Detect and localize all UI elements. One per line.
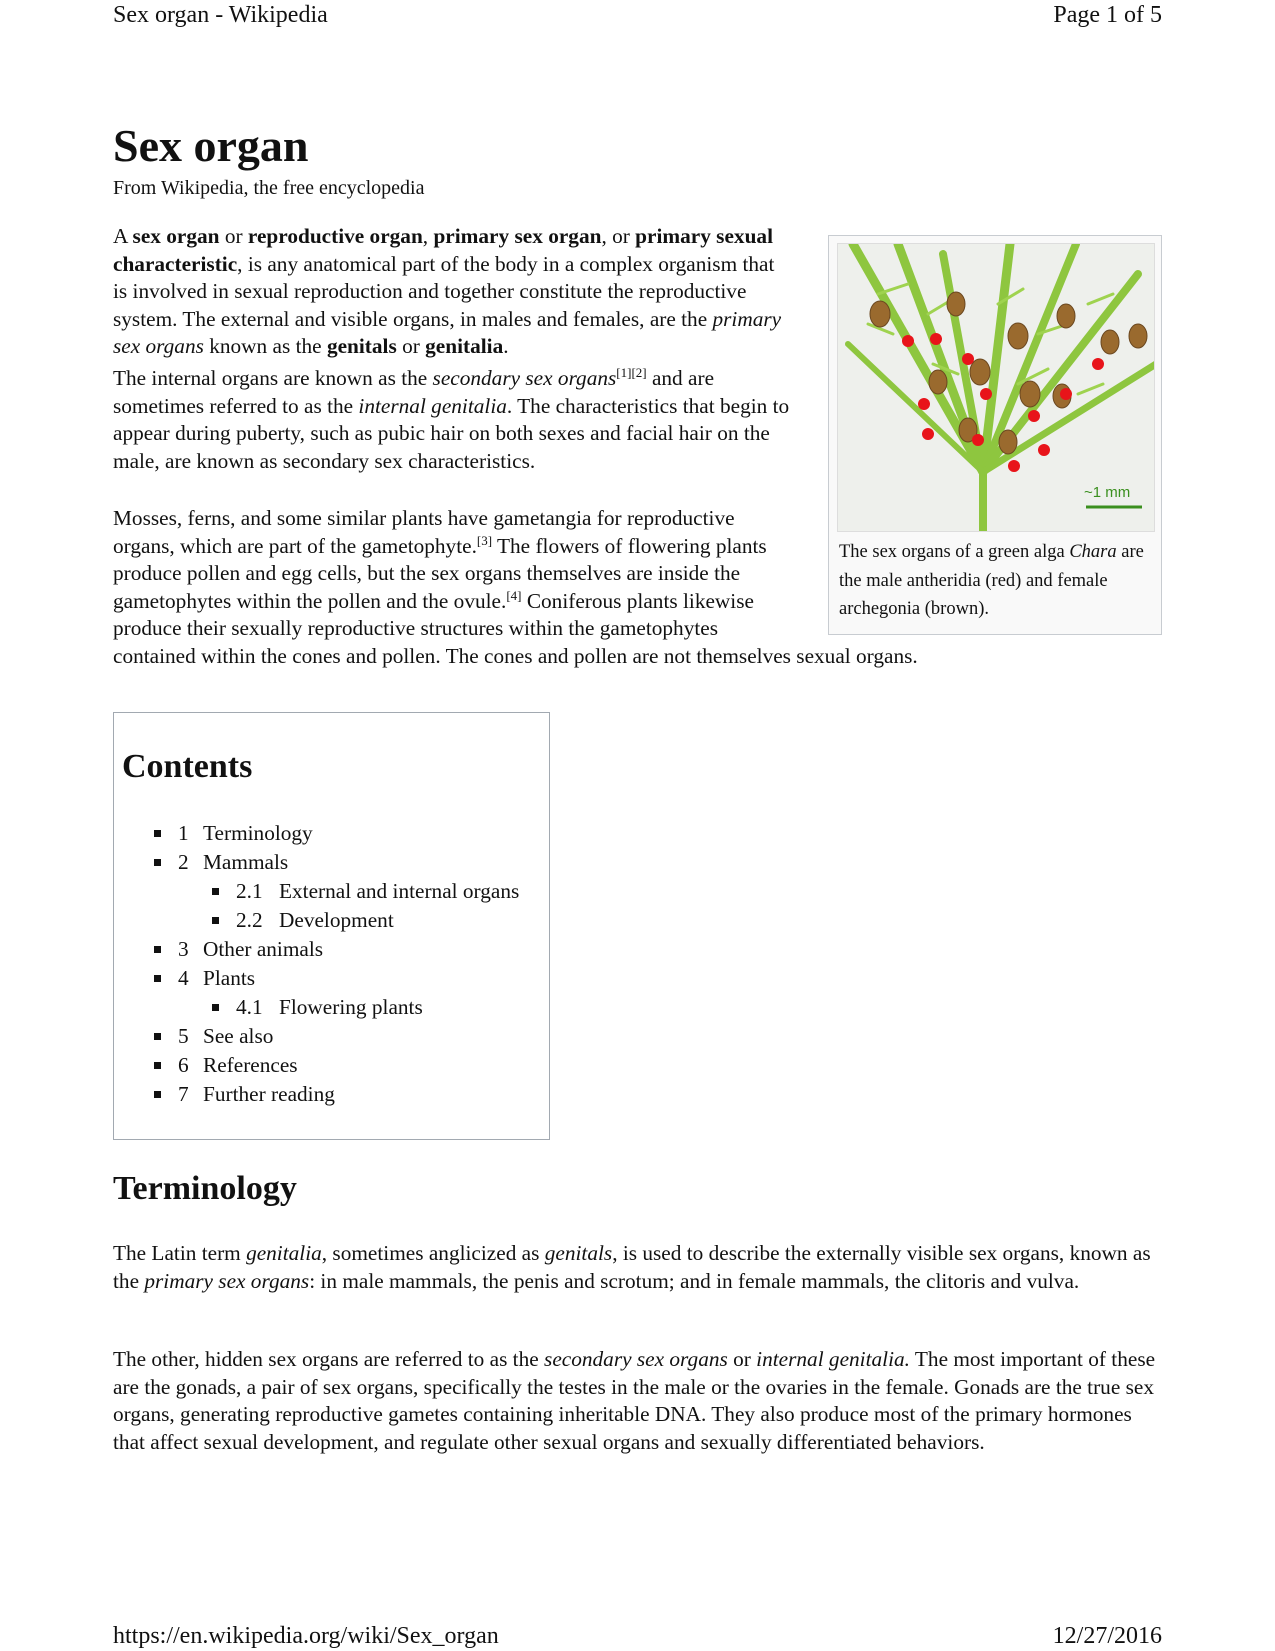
image-thumbnail-box <box>828 235 1162 635</box>
toc-bullet <box>154 1062 161 1069</box>
terminology-paragraph-1: The Latin term genitalia, sometimes anglicized as genitals, is used to describe the externally visible sex organs, known as the primary sex organs: in male mammals, the penis and scrotum; and in female mammals, the clitoris and vulva. <box>113 1241 1151 1293</box>
chara-alga-image[interactable] <box>837 243 1155 532</box>
print-footer-url: https://en.wikipedia.org/wiki/Sex_organ <box>113 1623 499 1649</box>
image-caption: The sex organs of a green alga Chara are the male antheridia (red) and female archegonia (brown). <box>839 542 1144 619</box>
page-title: Sex organ <box>113 120 309 171</box>
toc-bullet <box>154 830 161 837</box>
terminology-paragraph-2: The other, hidden sex organs are referred to as the secondary sex organs or internal genitalia. The most important of these are the gonads, a pair of sex organs, specifically the testes in the male or the ovaries in the female. Gonads are the true sex organs, generating reproductive gametes containing inheritable DNA. They also produce most of the primary hormones that affect sexual development, and regulate other sexual organs and sexually differentiated behaviors. <box>113 1347 1156 1454</box>
toc-bullet <box>212 917 219 924</box>
toc-bullet <box>212 888 219 895</box>
citation-link[interactable]: [3] <box>476 532 493 548</box>
toc-title: Contents <box>122 748 253 785</box>
intro-paragraph-3: Mosses, ferns, and some similar plants have gametangia for reproductive organs, which are part of the gametophyte.[3] The flowers of flowering plants produce pollen and egg cells, but the sex organs themselves are inside the gametophytes within the pollen and the ovule.[4] Coniferous plants likewise produce their sexually reproductive structures within the gametophytes contained within the cones and pollen. The cones and pollen are not themselves sexual organs. <box>113 506 918 668</box>
intro-paragraph-1: A sex organ or reproductive organ, primary sex organ, or primary sexual characteristic, is any anatomical part of the body in a complex organism that is involved in sexual reproduction and together constitute the reproductive system. The external and visible organs, in males and females, are the primary sex organs known as the genitals or genitalia. <box>113 224 782 358</box>
toc-bullet <box>154 1033 161 1040</box>
scale-label: ~1 mm <box>1084 484 1131 501</box>
section-heading-terminology: Terminology <box>113 1170 297 1207</box>
toc-bullet <box>154 975 161 982</box>
print-footer-date: 12/27/2016 <box>1052 1623 1162 1649</box>
toc-bullet <box>154 1091 161 1098</box>
print-header-title: Sex organ - Wikipedia <box>113 2 328 28</box>
toc-bullet <box>154 946 161 953</box>
table-of-contents: Contents 1 Terminology 2 Mammals 2.1 External and internal organs 2.2 Development 3 Other animals 4 Plants 4.1 Flowering plants 5 See also 6 References 7 Further reading <box>113 712 550 1140</box>
page-subtitle: From Wikipedia, the free encyclopedia <box>113 177 425 199</box>
citation-link[interactable]: [4] <box>506 587 522 603</box>
toc-bullet <box>154 859 161 866</box>
intro-paragraph-2: The internal organs are known as the secondary sex organs[1][2] and are sometimes referred to as the internal genitalia. The characteristics that begin to appear during puberty, such as pubic hair on both sexes and facial hair on the male, are known as secondary sex characteristics. <box>113 365 790 473</box>
toc-bullet <box>212 1004 219 1011</box>
citation-link[interactable]: [1][2] <box>616 365 647 380</box>
print-header-page-number: Page 1 of 5 <box>1053 2 1162 28</box>
